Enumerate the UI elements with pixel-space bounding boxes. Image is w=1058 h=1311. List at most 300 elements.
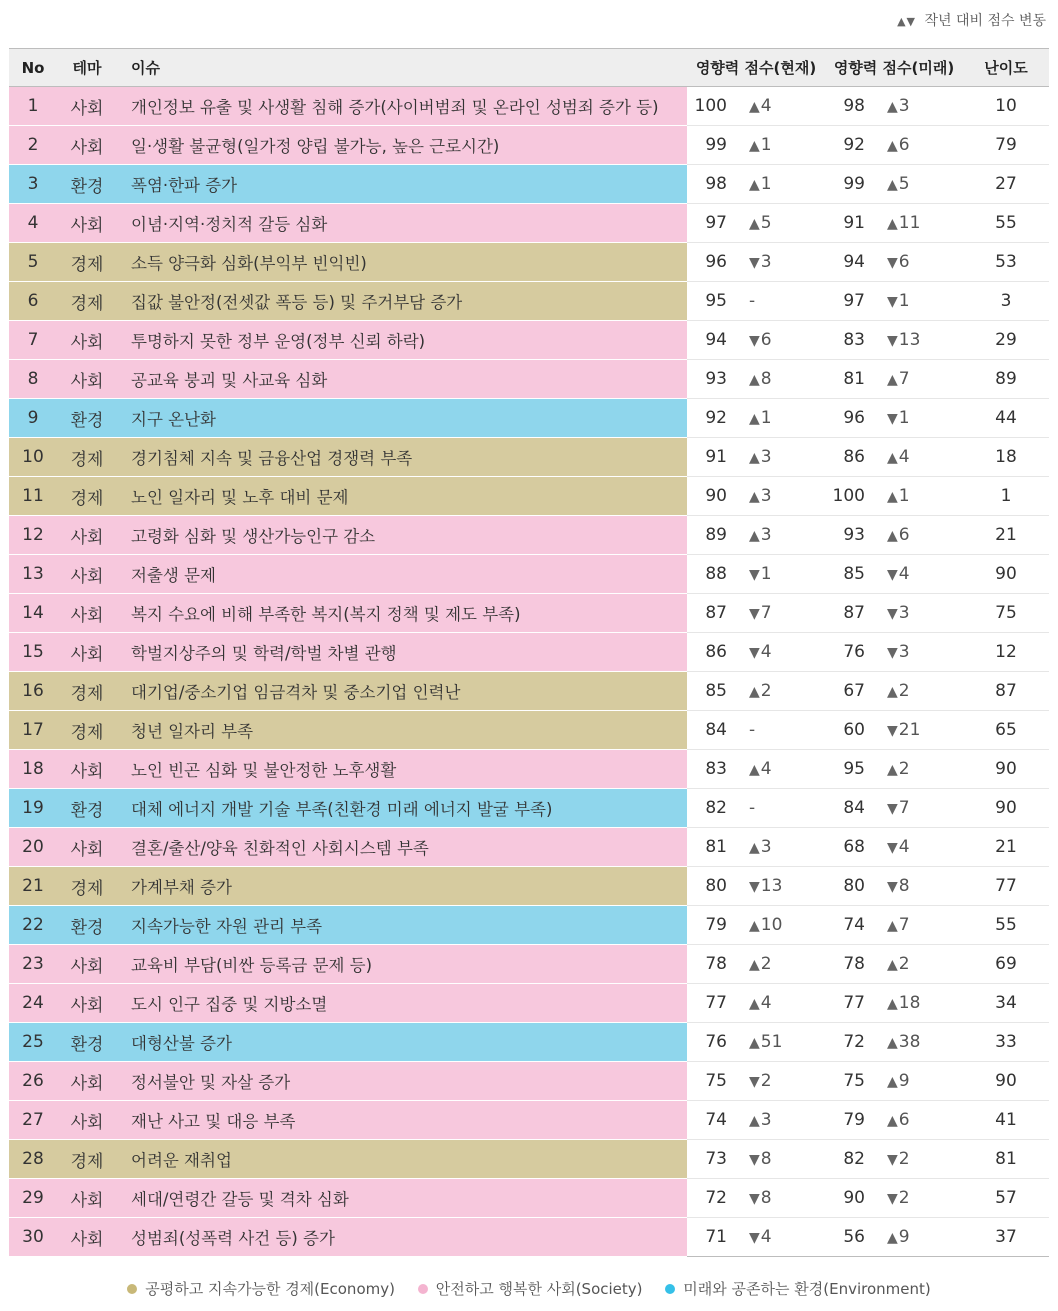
current-score-change [739, 1218, 825, 1257]
header-current-score: 영향력 점수(현재) [687, 49, 825, 87]
row-theme: 환경 [57, 789, 117, 828]
score-change-value: 2 [898, 954, 910, 974]
current-score: 93 [687, 360, 739, 399]
row-issue: 가계부채 증가 [117, 867, 687, 906]
score-change-value: 8 [760, 1188, 772, 1208]
future-score-change [877, 633, 963, 672]
triangle-down-icon: ▼ [749, 1191, 760, 1207]
future-score-change [877, 243, 963, 282]
future-score: 93 [825, 516, 877, 555]
difficulty: 44 [963, 399, 1049, 438]
row-no: 25 [9, 1023, 57, 1062]
current-score-change [739, 477, 825, 516]
score-change-value: 6 [898, 135, 910, 155]
triangle-down-icon: ▼ [887, 879, 898, 895]
row-issue: 대기업/중소기업 임금격차 및 중소기업 인력난 [117, 672, 687, 711]
current-score: 81 [687, 828, 739, 867]
score-change-value: 1 [898, 291, 910, 311]
future-score: 100 [825, 477, 877, 516]
row-no: 19 [9, 789, 57, 828]
row-issue: 결혼/출산/양육 친화적인 사회시스템 부족 [117, 828, 687, 867]
table-row [9, 1101, 1049, 1140]
current-score: 76 [687, 1023, 739, 1062]
current-score: 89 [687, 516, 739, 555]
triangle-up-icon: ▲ [749, 762, 760, 778]
difficulty: 53 [963, 243, 1049, 282]
row-theme: 사회 [57, 126, 117, 165]
row-theme: 사회 [57, 555, 117, 594]
row-no: 29 [9, 1179, 57, 1218]
current-score: 95 [687, 282, 739, 321]
current-score: 86 [687, 633, 739, 672]
triangle-up-icon: ▲ [887, 918, 898, 934]
score-change-value: 10 [760, 915, 783, 935]
row-issue: 공교육 붕괴 및 사교육 심화 [117, 360, 687, 399]
triangle-up-icon: ▲ [887, 1074, 898, 1090]
score-change-value: 2 [760, 954, 772, 974]
current-score: 90 [687, 477, 739, 516]
future-score-change [877, 984, 963, 1023]
future-score: 67 [825, 672, 877, 711]
triangle-down-icon: ▼ [749, 333, 760, 349]
triangle-up-icon: ▲ [749, 372, 760, 388]
triangle-up-icon: ▲ [749, 1113, 760, 1129]
table-row [9, 438, 1049, 477]
current-score: 98 [687, 165, 739, 204]
row-no: 30 [9, 1218, 57, 1257]
difficulty: 69 [963, 945, 1049, 984]
future-score-change [877, 321, 963, 360]
row-no: 14 [9, 594, 57, 633]
score-change-value: 7 [898, 915, 910, 935]
triangle-up-icon: ▲ [749, 996, 760, 1012]
table-row [9, 126, 1049, 165]
up-down-triangle-icon: ▲▼ [897, 15, 916, 28]
triangle-up-icon: ▲ [887, 1230, 898, 1246]
future-score-change [877, 750, 963, 789]
score-change-value: 6 [760, 330, 772, 350]
triangle-up-icon: ▲ [887, 99, 898, 115]
triangle-up-icon: ▲ [749, 957, 760, 973]
future-score-change [877, 789, 963, 828]
legend-environment-label: 미래와 공존하는 환경(Environment) [683, 1280, 931, 1298]
current-score-change [739, 1101, 825, 1140]
future-score: 76 [825, 633, 877, 672]
triangle-up-icon: ▲ [887, 177, 898, 193]
current-score: 74 [687, 1101, 739, 1140]
table-row [9, 1023, 1049, 1062]
table-row [9, 711, 1049, 750]
current-score-change [739, 672, 825, 711]
triangle-down-icon: ▼ [887, 567, 898, 583]
current-score-change [739, 1179, 825, 1218]
current-score: 92 [687, 399, 739, 438]
triangle-up-icon: ▲ [749, 216, 760, 232]
row-theme: 환경 [57, 165, 117, 204]
future-score: 97 [825, 282, 877, 321]
future-score: 91 [825, 204, 877, 243]
future-score: 96 [825, 399, 877, 438]
future-score: 99 [825, 165, 877, 204]
score-change-value: 4 [760, 642, 772, 662]
row-no: 13 [9, 555, 57, 594]
triangle-down-icon: ▼ [887, 840, 898, 856]
current-score: 99 [687, 126, 739, 165]
score-change-value: 1 [760, 174, 772, 194]
triangle-down-icon: ▼ [749, 567, 760, 583]
table-row [9, 360, 1049, 399]
table-row [9, 87, 1049, 126]
legend-society [418, 1278, 643, 1300]
triangle-up-icon: ▲ [749, 1035, 760, 1051]
table-row [9, 555, 1049, 594]
future-score-change [877, 126, 963, 165]
future-score: 90 [825, 1179, 877, 1218]
difficulty: 18 [963, 438, 1049, 477]
future-score-change [877, 87, 963, 126]
table-row [9, 672, 1049, 711]
current-score: 97 [687, 204, 739, 243]
future-score: 75 [825, 1062, 877, 1101]
triangle-up-icon: ▲ [749, 840, 760, 856]
score-change-value: 38 [898, 1032, 921, 1052]
row-no: 15 [9, 633, 57, 672]
row-issue: 이념·지역·정치적 갈등 심화 [117, 204, 687, 243]
current-score: 78 [687, 945, 739, 984]
current-score: 77 [687, 984, 739, 1023]
row-theme: 경제 [57, 438, 117, 477]
society-dot-icon [418, 1284, 428, 1294]
future-score: 85 [825, 555, 877, 594]
future-score-change [877, 1062, 963, 1101]
row-no: 12 [9, 516, 57, 555]
current-score-change [739, 594, 825, 633]
table-row [9, 906, 1049, 945]
table-row [9, 789, 1049, 828]
row-issue: 어려운 재취업 [117, 1140, 687, 1179]
difficulty: 21 [963, 828, 1049, 867]
score-change-value: 9 [898, 1071, 910, 1091]
table-row [9, 1179, 1049, 1218]
score-change-value: 2 [898, 759, 910, 779]
score-change-value: 1 [898, 486, 910, 506]
table-row [9, 243, 1049, 282]
row-issue: 일·생활 불균형(일가정 양립 불가능, 높은 근로시간) [117, 126, 687, 165]
future-score-change [877, 399, 963, 438]
legend-environment [665, 1278, 930, 1300]
row-issue: 청년 일자리 부족 [117, 711, 687, 750]
current-score-change [739, 1062, 825, 1101]
header-theme: 테마 [57, 49, 117, 87]
difficulty: 29 [963, 321, 1049, 360]
triangle-up-icon: ▲ [749, 528, 760, 544]
row-issue: 정서불안 및 자살 증가 [117, 1062, 687, 1101]
row-theme: 사회 [57, 204, 117, 243]
current-score-change [739, 750, 825, 789]
triangle-down-icon: ▼ [749, 1152, 760, 1168]
row-issue: 개인정보 유출 및 사생활 침해 증가(사이버범죄 및 온라인 성범죄 증가 등) [117, 87, 687, 126]
future-score: 60 [825, 711, 877, 750]
score-change-value: 3 [898, 96, 910, 116]
row-theme: 사회 [57, 594, 117, 633]
current-score: 85 [687, 672, 739, 711]
future-score: 98 [825, 87, 877, 126]
difficulty: 41 [963, 1101, 1049, 1140]
row-theme: 환경 [57, 906, 117, 945]
future-score-change [877, 828, 963, 867]
current-score: 94 [687, 321, 739, 360]
row-theme: 사회 [57, 360, 117, 399]
current-score-change [739, 984, 825, 1023]
row-no: 3 [9, 165, 57, 204]
future-score-change [877, 711, 963, 750]
score-change-value: 3 [760, 525, 772, 545]
row-issue: 대형산불 증가 [117, 1023, 687, 1062]
score-change-value: 6 [898, 525, 910, 545]
score-change-value: 4 [898, 837, 910, 857]
environment-dot-icon [665, 1284, 675, 1294]
row-issue: 집값 불안정(전셋값 폭등 등) 및 주거부담 증가 [117, 282, 687, 321]
current-score: 71 [687, 1218, 739, 1257]
triangle-up-icon: ▲ [749, 177, 760, 193]
difficulty: 79 [963, 126, 1049, 165]
triangle-up-icon: ▲ [749, 918, 760, 934]
table-header-row [9, 49, 1049, 87]
score-change-value: 1 [760, 408, 772, 428]
score-change-value: 3 [760, 252, 772, 272]
row-issue: 지구 온난화 [117, 399, 687, 438]
triangle-up-icon: ▲ [749, 99, 760, 115]
row-issue: 복지 수요에 비해 부족한 복지(복지 정책 및 제도 부족) [117, 594, 687, 633]
row-theme: 경제 [57, 477, 117, 516]
legend-economy [127, 1278, 395, 1300]
current-score-change [739, 828, 825, 867]
triangle-down-icon: ▼ [749, 1074, 760, 1090]
current-score: 80 [687, 867, 739, 906]
difficulty: 1 [963, 477, 1049, 516]
future-score-change [877, 945, 963, 984]
current-score-change [739, 438, 825, 477]
difficulty: 3 [963, 282, 1049, 321]
future-score-change [877, 1101, 963, 1140]
score-change-note-label: 작년 대비 점수 변동 [924, 13, 1046, 29]
current-score-change [739, 126, 825, 165]
row-no: 18 [9, 750, 57, 789]
current-score-change [739, 399, 825, 438]
future-score: 80 [825, 867, 877, 906]
score-change-value: 4 [760, 1227, 772, 1247]
future-score: 77 [825, 984, 877, 1023]
future-score-change [877, 165, 963, 204]
row-no: 4 [9, 204, 57, 243]
table-row [9, 321, 1049, 360]
legend-society-label: 안전하고 행복한 사회(Society) [435, 1280, 643, 1298]
future-score: 95 [825, 750, 877, 789]
current-score: 88 [687, 555, 739, 594]
score-change-value: 4 [760, 993, 772, 1013]
score-change-value: 1 [760, 564, 772, 584]
row-theme: 사회 [57, 828, 117, 867]
row-theme: 사회 [57, 516, 117, 555]
score-change-value: 21 [898, 720, 921, 740]
score-change-value: 2 [898, 1188, 910, 1208]
row-issue: 노인 일자리 및 노후 대비 문제 [117, 477, 687, 516]
future-score: 92 [825, 126, 877, 165]
current-score-change [739, 945, 825, 984]
table-row [9, 477, 1049, 516]
current-score-change [739, 360, 825, 399]
triangle-up-icon: ▲ [887, 216, 898, 232]
row-no: 6 [9, 282, 57, 321]
table-row [9, 867, 1049, 906]
row-theme: 사회 [57, 750, 117, 789]
triangle-down-icon: ▼ [887, 255, 898, 271]
table-row [9, 984, 1049, 1023]
future-score-change [877, 516, 963, 555]
difficulty: 90 [963, 750, 1049, 789]
issue-ranking-table [9, 48, 1049, 1257]
row-no: 11 [9, 477, 57, 516]
row-theme: 사회 [57, 1218, 117, 1257]
header-future-score: 영향력 점수(미래) [825, 49, 963, 87]
triangle-up-icon: ▲ [887, 372, 898, 388]
row-no: 10 [9, 438, 57, 477]
score-change-value: 8 [760, 369, 772, 389]
triangle-up-icon: ▲ [749, 684, 760, 700]
difficulty: 89 [963, 360, 1049, 399]
score-change-value: 7 [760, 603, 772, 623]
triangle-up-icon: ▲ [887, 1035, 898, 1051]
current-score-change [739, 1023, 825, 1062]
score-change-value: 6 [898, 252, 910, 272]
table-row [9, 204, 1049, 243]
current-score-change [739, 906, 825, 945]
difficulty: 12 [963, 633, 1049, 672]
triangle-up-icon: ▲ [887, 1113, 898, 1129]
future-score: 82 [825, 1140, 877, 1179]
row-no: 26 [9, 1062, 57, 1101]
row-no: 16 [9, 672, 57, 711]
score-change-value: 13 [760, 876, 783, 896]
row-theme: 사회 [57, 1101, 117, 1140]
row-theme: 사회 [57, 633, 117, 672]
future-score-change [877, 672, 963, 711]
difficulty: 75 [963, 594, 1049, 633]
triangle-up-icon: ▲ [887, 489, 898, 505]
difficulty: 90 [963, 555, 1049, 594]
current-score-change [739, 516, 825, 555]
future-score: 78 [825, 945, 877, 984]
table-row [9, 282, 1049, 321]
row-theme: 사회 [57, 321, 117, 360]
difficulty: 90 [963, 789, 1049, 828]
score-change-value: 7 [898, 369, 910, 389]
table-row [9, 1218, 1049, 1257]
current-score: 83 [687, 750, 739, 789]
theme-legend [0, 1278, 1058, 1300]
row-issue: 노인 빈곤 심화 및 불안정한 노후생활 [117, 750, 687, 789]
difficulty: 10 [963, 87, 1049, 126]
score-change-value: 13 [898, 330, 921, 350]
triangle-up-icon: ▲ [749, 411, 760, 427]
current-score-change [739, 867, 825, 906]
score-change-value: 3 [898, 642, 910, 662]
row-issue: 소득 양극화 심화(부익부 빈익빈) [117, 243, 687, 282]
current-score: 91 [687, 438, 739, 477]
row-no: 24 [9, 984, 57, 1023]
future-score: 68 [825, 828, 877, 867]
row-no: 2 [9, 126, 57, 165]
difficulty: 65 [963, 711, 1049, 750]
row-no: 7 [9, 321, 57, 360]
difficulty: 37 [963, 1218, 1049, 1257]
row-theme: 경제 [57, 867, 117, 906]
future-score: 56 [825, 1218, 877, 1257]
triangle-down-icon: ▼ [749, 606, 760, 622]
triangle-down-icon: ▼ [887, 723, 898, 739]
difficulty: 34 [963, 984, 1049, 1023]
row-theme: 사회 [57, 1179, 117, 1218]
score-change-value: 8 [898, 876, 910, 896]
future-score: 74 [825, 906, 877, 945]
row-theme: 환경 [57, 1023, 117, 1062]
score-change-value: - [749, 720, 756, 740]
triangle-down-icon: ▼ [887, 333, 898, 349]
score-change-value: - [749, 798, 756, 818]
score-change-value: 2 [760, 1071, 772, 1091]
row-theme: 사회 [57, 1062, 117, 1101]
score-change-value: 3 [760, 1110, 772, 1130]
future-score-change [877, 477, 963, 516]
header-issue: 이슈 [117, 49, 687, 87]
row-no: 22 [9, 906, 57, 945]
score-change-value: 11 [898, 213, 921, 233]
score-change-value: 8 [760, 1149, 772, 1169]
table-row [9, 1062, 1049, 1101]
row-issue: 세대/연령간 갈등 및 격차 심화 [117, 1179, 687, 1218]
row-issue: 도시 인구 집중 및 지방소멸 [117, 984, 687, 1023]
current-score: 75 [687, 1062, 739, 1101]
future-score-change [877, 555, 963, 594]
triangle-down-icon: ▼ [887, 606, 898, 622]
triangle-down-icon: ▼ [887, 801, 898, 817]
score-change-note [897, 10, 1046, 32]
current-score-change [739, 321, 825, 360]
difficulty: 27 [963, 165, 1049, 204]
current-score-change [739, 1140, 825, 1179]
current-score: 79 [687, 906, 739, 945]
future-score-change [877, 1218, 963, 1257]
current-score: 82 [687, 789, 739, 828]
difficulty: 55 [963, 204, 1049, 243]
row-theme: 경제 [57, 672, 117, 711]
row-theme: 경제 [57, 282, 117, 321]
row-issue: 성범죄(성폭력 사건 등) 증가 [117, 1218, 687, 1257]
score-change-value: 18 [898, 993, 921, 1013]
future-score: 81 [825, 360, 877, 399]
score-change-value: 4 [760, 759, 772, 779]
current-score: 73 [687, 1140, 739, 1179]
score-change-value: 3 [760, 837, 772, 857]
current-score: 96 [687, 243, 739, 282]
score-change-value: 2 [898, 1149, 910, 1169]
future-score-change [877, 204, 963, 243]
row-issue: 지속가능한 자원 관리 부족 [117, 906, 687, 945]
row-issue: 저출생 문제 [117, 555, 687, 594]
triangle-up-icon: ▲ [887, 450, 898, 466]
future-score-change [877, 1023, 963, 1062]
row-no: 1 [9, 87, 57, 126]
